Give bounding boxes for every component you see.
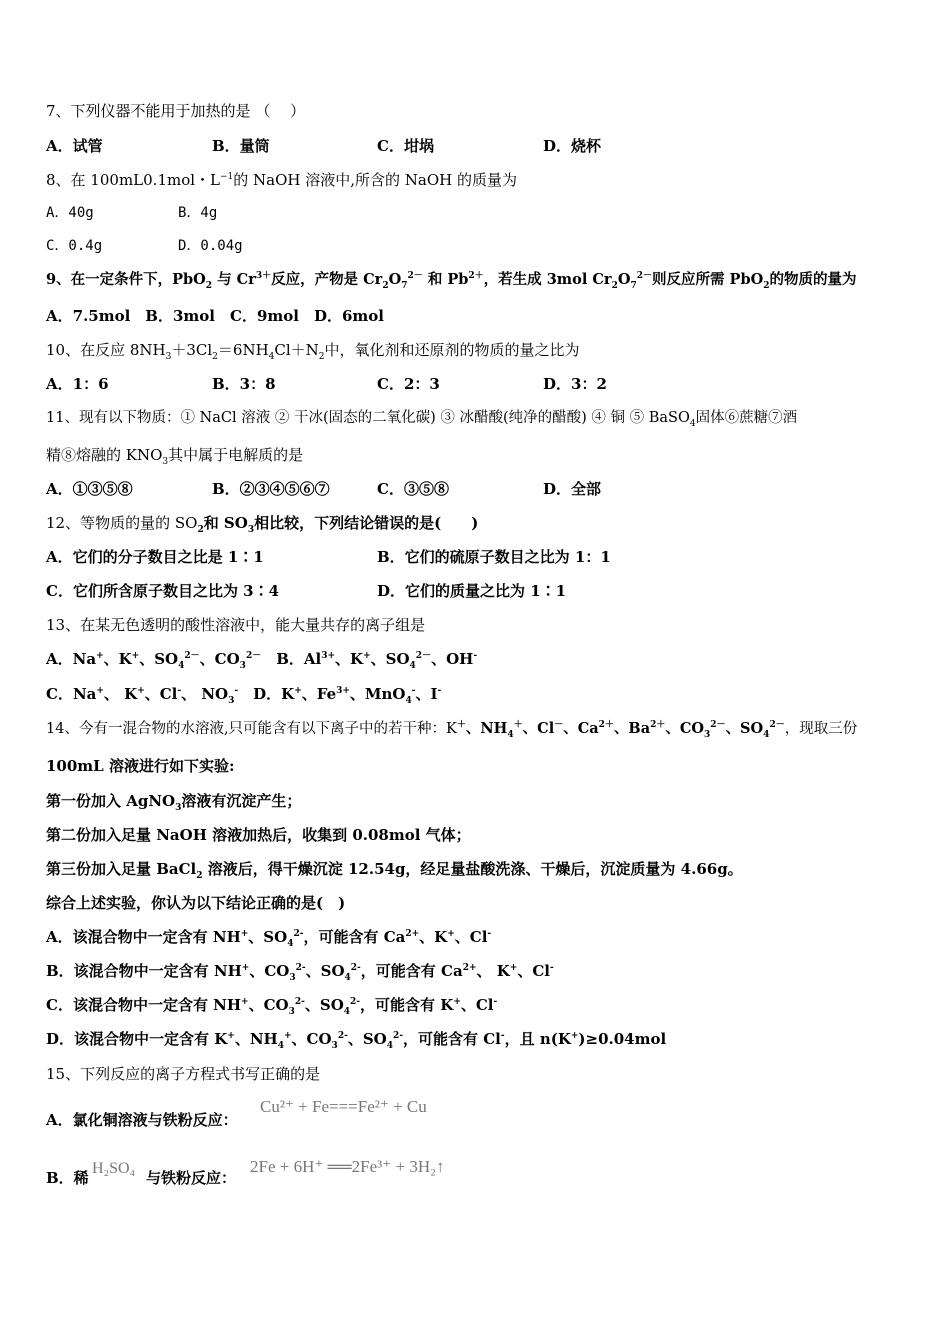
q9-options: A．7.5mol B．3mol C．9mol D．6mol (46, 307, 384, 325)
q15-option-b-acid: H₂SO₄ (92, 1160, 136, 1177)
q13-options-row2: C．Na+、 K+、Cl-、 $NO_3^-$ D．K+、$Fe^{3+}$、MnO$_4$-、I- (46, 685, 442, 706)
q8-option-b: B．4g (178, 205, 218, 221)
q12-option-d: D．它们的质量之比为 1∶1 (377, 582, 567, 600)
q11-option-c: C．③⑤⑧ (377, 480, 449, 498)
q14-stem-line2: 100mL 溶液进行如下实验: (46, 757, 235, 775)
q8-option-d: D．0.04g (178, 238, 243, 254)
q10-option-a: A．1：6 (46, 375, 109, 393)
q15-option-b: B．稀 (46, 1169, 89, 1187)
q14-exp2: 第二份加入足量 NaOH 溶液加热后，收集到 0.08mol 气体； (46, 826, 471, 844)
q14-option-d: D．该混合物中一定含有 K+、$NH_4^+$、$CO_3^{2-}$、$SO_4^{2-}$，可能含有 Cl-，且 n(K+)≥0.04mol (46, 1030, 667, 1051)
q10-option-d: D．3：2 (543, 375, 607, 393)
q12-stem: 12、等物质的量的 $SO_2$和 $SO_3$相比较，下列结论错误的是( ) (46, 514, 479, 535)
q12-option-c: C．它们所含原子数目之比为 3∶4 (46, 582, 280, 600)
q7-option-b: B．量筒 (212, 137, 270, 155)
q7-stem: 7、下列仪器不能用于加热的是 （ ） (46, 102, 306, 120)
q15-stem: 15、下列反应的离子方程式书写正确的是 (46, 1065, 321, 1083)
q8-option-c: C．0.4g (46, 238, 103, 254)
q13-stem: 13、在某无色透明的酸性溶液中，能大量共存的离子组是 (46, 616, 426, 634)
q10-stem: 10、在反应 $8NH_3+3Cl_2=6NH_4Cl+N_2$中，氧化剂和还原剂的物质的量之比为 (46, 341, 580, 362)
q15-option-b-label: 与铁粉反应： (146, 1169, 237, 1187)
q11-stem-line1: 11、现有以下物质：① NaCl 溶液 ② 干冰(固态的二氧化碳) ③ 冰醋酸(纯净的醋酸) ④ 铜 ⑤ BaSO$_4$固体⑥蔗糖⑦酒 (46, 410, 798, 429)
q11-option-d: D．全部 (543, 480, 602, 498)
q14-stem-line1: 14、今有一混合物的水溶液,只可能含有以下离子中的若干种：K＋、$NH_4^+$、Cl－、$Ca^{2+}$、$Ba^{2+}$、$CO_3^{2-}$、$SO_4^{2-}$，现取三份 (46, 720, 858, 740)
q7-option-a: A．试管 (46, 137, 103, 155)
q14-exp1: 第一份加入 AgNO$_3$溶液有沉淀产生； (46, 792, 302, 813)
q14-option-a: A．该混合物中一定含有 NH+、$SO_4^{2-}$，可能含有 $Ca^{2+}$、K+、Cl- (46, 928, 492, 949)
q14-option-b: B．该混合物中一定含有 NH+、$CO_3^{2-}$、$SO_4^{2-}$，可能含有 $Ca^{2+}$、 K+、Cl- (46, 962, 554, 983)
q7-option-c: C．坩埚 (377, 137, 434, 155)
q11-option-b: B．②③④⑤⑥⑦ (212, 480, 330, 498)
q12-option-a: A．它们的分子数目之比是 1∶1 (46, 548, 264, 566)
q7-option-d: D．烧杯 (543, 137, 602, 155)
q15-option-a-equation: Cu²⁺ + Fe===Fe²⁺ + Cu (260, 1097, 427, 1116)
q14-option-c: C．该混合物中一定含有 NH+、$CO_3^{2-}$、$SO_4^{2-}$，可能含有 K+、Cl- (46, 996, 498, 1017)
q10-option-c: C．2：3 (377, 375, 440, 393)
q12-option-b: B．它们的硫原子数目之比为 1：1 (377, 548, 611, 566)
q14-ask: 综合上述实验，你认为以下结论正确的是( ) (46, 894, 346, 912)
q10-option-b: B．3：8 (212, 375, 276, 393)
q13-options-row1: A．Na+、K+、$SO_4^{2-}$、$CO_3^{2-}$ B．$Al^{3+}$、K+、$SO_4^{2-}$、OH- (46, 650, 478, 671)
q8-option-a: A．40g (46, 205, 94, 221)
q9-stem: 9、在一定条件下，PbO$_2$ 与 $Cr^{3+}$反应，产物是 $Cr_2O_7^{2-}$ 和 $Pb^{2+}$，若生成 3mol $Cr_2O_7^{2-}$则反应所需 PbO$_2$的物质的量为 (46, 271, 857, 291)
q11-stem-line2: 精⑧熔融的 $KNO_3$其中属于电解质的是 (46, 446, 304, 467)
q8-stem: 8、在 100mL0.1mol・$L^{-1}$的 NaOH 溶液中,所含的 NaOH 的质量为 (46, 171, 518, 189)
q15-option-b-equation: 2Fe + 6H⁺ ══2Fe³⁺ + 3H₂↑ (250, 1157, 445, 1176)
q15-option-a: A．氯化铜溶液与铁粉反应： (46, 1111, 238, 1129)
q14-exp3: 第三份加入足量 BaCl$_2$ 溶液后，得干燥沉淀 12.54g，经足量盐酸洗涤、干燥后，沉淀质量为 4.66g。 (46, 860, 743, 881)
q11-option-a: A．①③⑤⑧ (46, 480, 133, 498)
